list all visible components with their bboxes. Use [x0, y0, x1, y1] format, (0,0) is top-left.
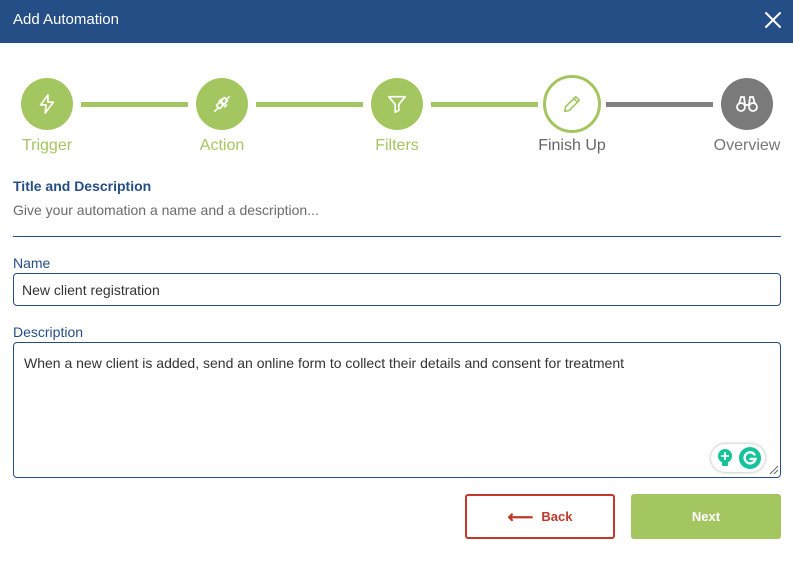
section-subtitle: Give your automation a name and a description... [13, 202, 319, 218]
progress-stepper [0, 75, 793, 160]
divider [13, 236, 781, 237]
step-circle [721, 78, 773, 130]
connector-line [431, 102, 538, 107]
description-textarea[interactable] [13, 342, 781, 478]
step-circle [196, 78, 248, 130]
dialog-header [0, 0, 793, 43]
binoculars-icon [735, 93, 759, 115]
step-label: Finish Up [538, 137, 606, 154]
back-label: Back [541, 509, 573, 524]
section-title: Title and Description [13, 178, 152, 194]
description-label: Description [13, 324, 84, 340]
pencil-icon [561, 93, 583, 115]
back-button[interactable] [465, 494, 615, 539]
grammarly-icon [738, 446, 762, 470]
connector-line [256, 102, 363, 107]
grammarly-widget[interactable] [711, 444, 765, 472]
step-label: Trigger [21, 137, 73, 154]
lightbulb-icon [716, 448, 734, 468]
next-label: Next [691, 509, 721, 524]
step-circle [371, 78, 423, 130]
close-icon[interactable] [763, 10, 783, 30]
step-circle [543, 75, 601, 133]
bolt-icon [36, 93, 58, 115]
step-label: Filters [375, 137, 419, 154]
connector-line [606, 102, 713, 107]
resize-handle[interactable] [769, 465, 779, 475]
next-button[interactable] [631, 494, 781, 539]
filter-icon [386, 93, 408, 115]
step-circle [21, 78, 73, 130]
name-input[interactable] [13, 273, 781, 306]
arrow-left-icon: ⟵ [507, 506, 534, 527]
plug-icon [211, 93, 233, 115]
name-label: Name [13, 255, 51, 271]
step-label: Overview [713, 137, 781, 154]
step-label: Action [199, 137, 245, 154]
connector-line [81, 102, 188, 107]
dialog-title: Add Automation [13, 11, 119, 28]
